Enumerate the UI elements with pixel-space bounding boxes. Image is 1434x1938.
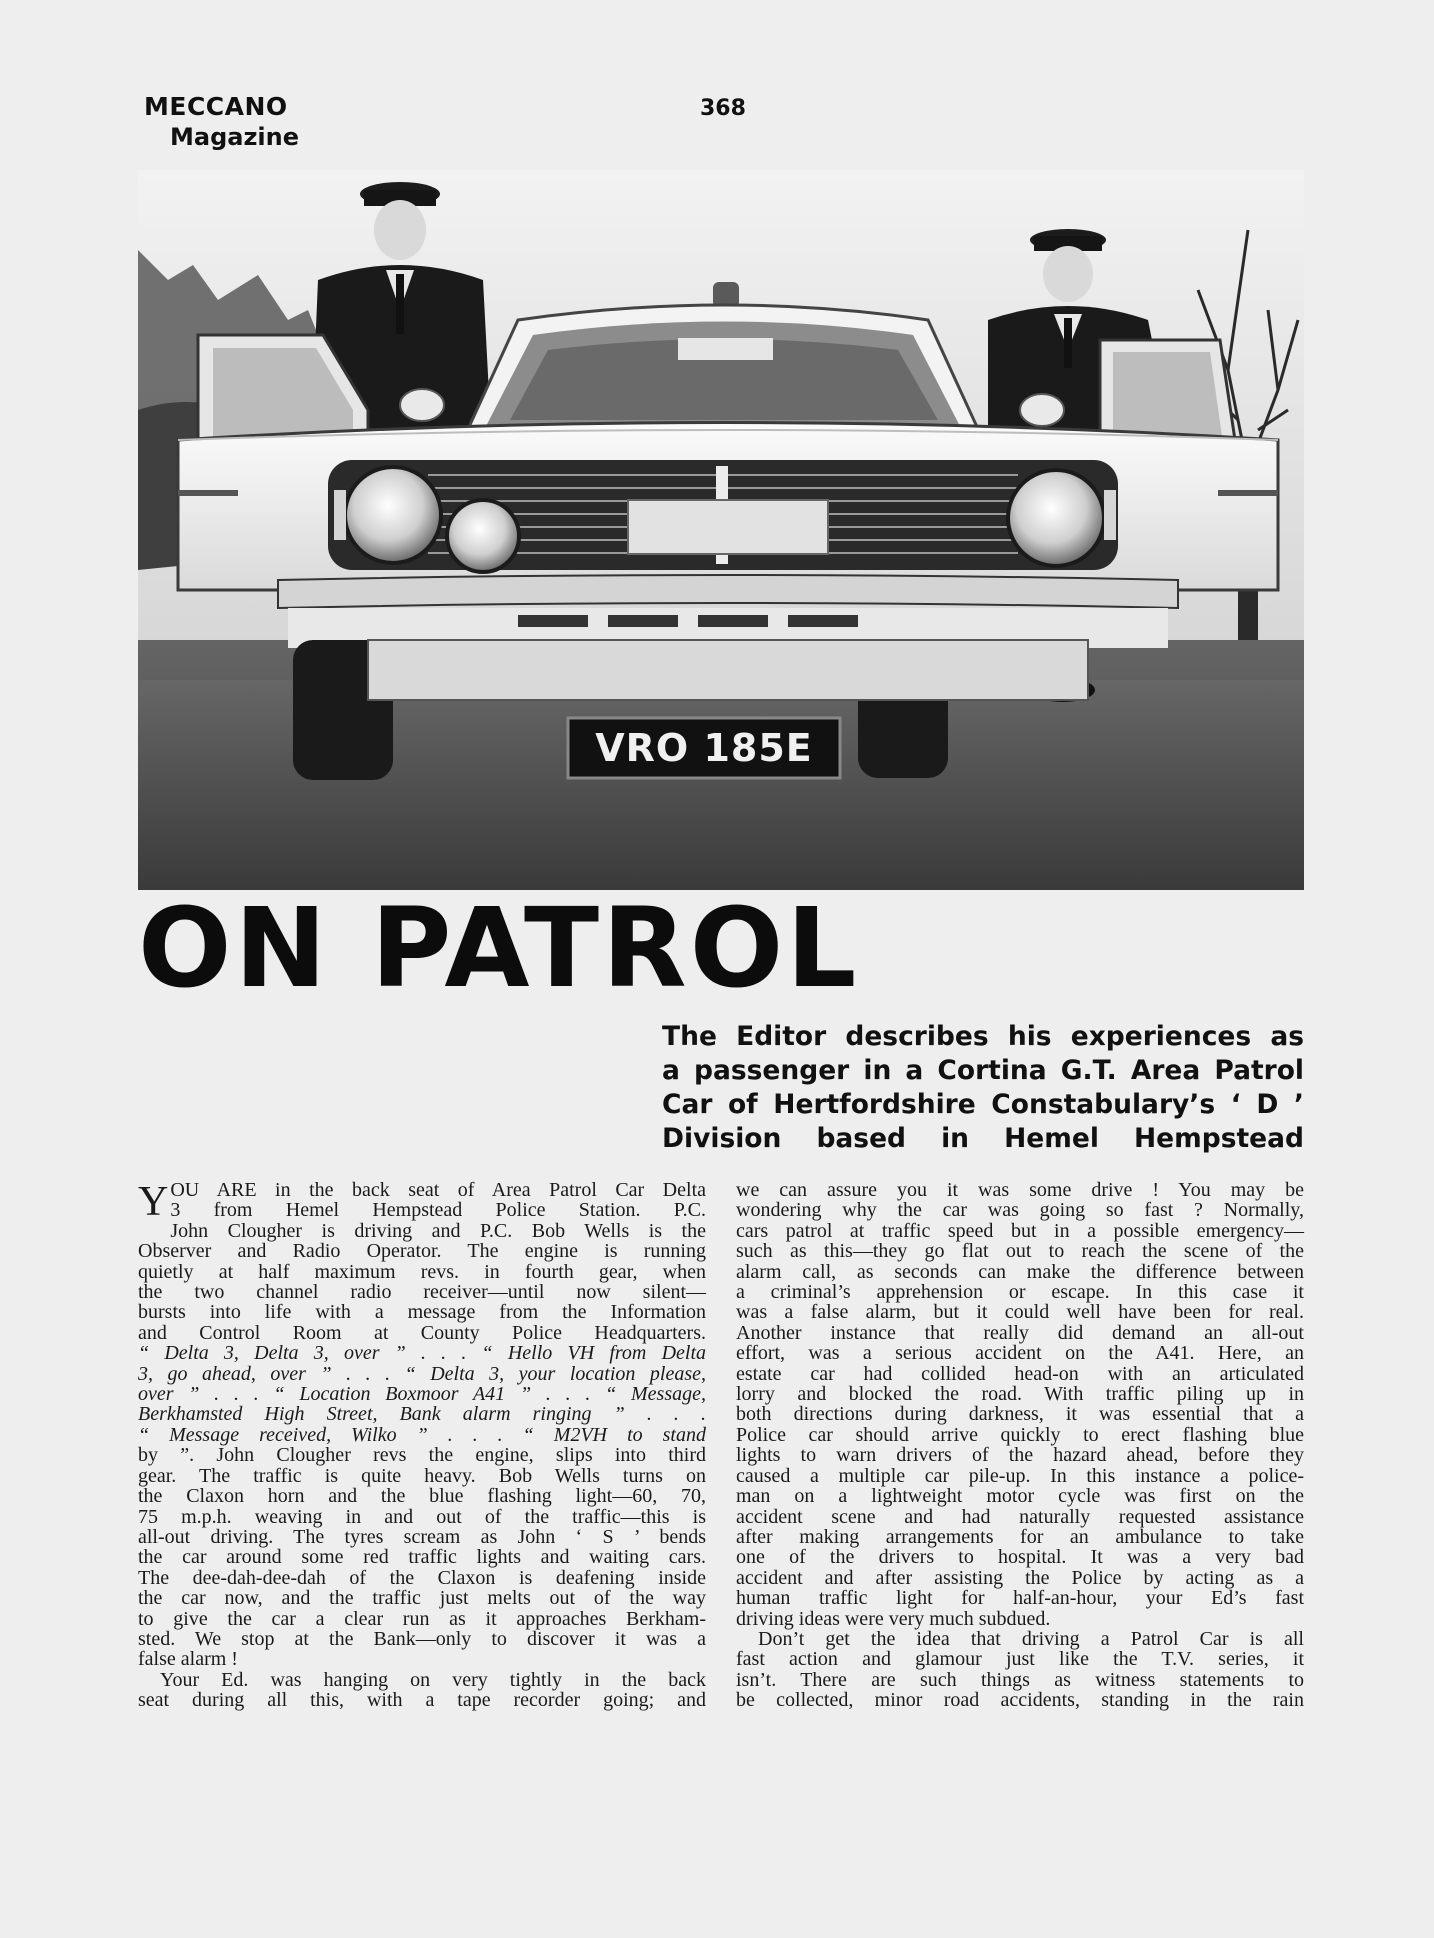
body-line: the Claxon horn and the blue flashing light—60, 70, xyxy=(138,1485,706,1508)
body-line: by ”. John Clougher revs the engine, slips into third xyxy=(138,1444,706,1467)
body-line: gear. The traffic is quite heavy. Bob Wells turns on xyxy=(138,1464,706,1487)
body-line: the car around some red traffic lights and waiting cars. xyxy=(138,1546,706,1569)
body-line: Don’t get the idea that driving a Patrol Car is all xyxy=(758,1627,1304,1650)
body-line: John Clougher is driving and P.C. Bob Wells is the xyxy=(170,1219,706,1242)
body-line: lorry and blocked the road. With traffic piling up in xyxy=(736,1383,1304,1406)
body-line: man on a lightweight motor cycle was first on the xyxy=(736,1485,1304,1508)
body-line: caused a multiple car pile-up. In this instance a police- xyxy=(736,1464,1304,1487)
body-line: lights to warn drivers of the hazard ahead, before they xyxy=(736,1444,1304,1467)
body-line: accident and after assisting the Police by acting as a xyxy=(736,1566,1304,1589)
body-line: seat during all this, with a tape recorder going; and xyxy=(138,1689,706,1712)
body-line: accident scene and had naturally requested assistance xyxy=(736,1505,1304,1528)
body-line: after making arrangements for an ambulance to take xyxy=(736,1525,1304,1548)
article-column-left xyxy=(138,1180,706,1711)
standfirst-line: Division based in Hemel Hempstead xyxy=(662,1123,1304,1154)
body-line: to give the car a clear run as it approaches Berkham- xyxy=(138,1607,706,1630)
body-line: 3 from Hemel Hempstead Police Station. P.C. xyxy=(170,1199,706,1222)
body-line: over ” . . . “ Location Boxmoor A41 ” . . . “ Message, xyxy=(138,1383,706,1406)
body-line: estate car had collided head-on with an articulated xyxy=(736,1362,1304,1385)
article-column-right xyxy=(736,1180,1304,1711)
number-plate: VRO 185E xyxy=(595,726,813,770)
body-line: human traffic light for half-an-hour, your Ed’s fast xyxy=(736,1587,1304,1610)
body-line: all-out driving. The tyres scream as John ‘ S ’ bends xyxy=(138,1525,706,1548)
masthead-title: MECCANO xyxy=(144,92,288,121)
body-line: Berkhamsted High Street, Bank alarm ringing ” . . . xyxy=(138,1403,706,1426)
body-line: Another instance that really did demand an all-out xyxy=(736,1321,1304,1344)
body-line: 75 m.p.h. weaving in and out of the traffic—this is xyxy=(138,1505,706,1528)
page-number: 368 xyxy=(700,96,746,121)
body-line: driving ideas were very much subdued. xyxy=(736,1607,1051,1630)
body-line: bursts into life with a message from the Information xyxy=(138,1301,706,1324)
body-line: isn’t. There are such things as witness statements to xyxy=(736,1668,1304,1691)
body-line: we can assure you it was some drive ! You may be xyxy=(736,1179,1304,1201)
body-line: “ Delta 3, Delta 3, over ” . . . “ Hello VH from Delta xyxy=(138,1342,706,1365)
article-headline: ON PATROL xyxy=(138,884,860,1012)
body-line: be collected, minor road accidents, standing in the rain xyxy=(736,1689,1304,1712)
body-line: and Control Room at County Police Headquarters. xyxy=(138,1321,706,1344)
body-line: such as this—they go flat out to reach the scene of the xyxy=(736,1240,1304,1263)
body-line: a criminal’s apprehension or escape. In this case it xyxy=(736,1281,1304,1304)
body-line: alarm call, as seconds can make the difference between xyxy=(736,1260,1304,1283)
body-line: OU ARE in the back seat of Area Patrol Car Delta xyxy=(170,1179,706,1201)
body-line: the two channel radio receiver—until now silent— xyxy=(138,1281,706,1304)
body-line: Observer and Radio Operator. The engine is running xyxy=(138,1240,706,1263)
body-line: wondering why the car was going so fast ? Normally, xyxy=(736,1199,1304,1222)
body-line: sted. We stop at the Bank—only to discover it was a xyxy=(138,1627,706,1650)
body-line: cars patrol at traffic speed but in a possible emergency— xyxy=(736,1219,1304,1242)
drop-cap: Y xyxy=(138,1179,169,1225)
body-line: false alarm ! xyxy=(138,1648,238,1671)
article-standfirst xyxy=(662,1020,1304,1156)
body-line: 3, go ahead, over ” . . . “ Delta 3, your location please, xyxy=(138,1362,706,1385)
body-line: fast action and glamour just like the T.V. series, it xyxy=(736,1648,1304,1671)
body-line: Police car should arrive quickly to erect flashing blue xyxy=(736,1423,1304,1446)
standfirst-line: The Editor describes his experiences as xyxy=(662,1021,1304,1052)
body-line: both directions during darkness, it was essential that a xyxy=(736,1403,1304,1426)
masthead-subtitle: Magazine xyxy=(170,123,300,151)
masthead xyxy=(144,92,299,152)
standfirst-line: a passenger in a Cortina G.T. Area Patrol xyxy=(662,1055,1304,1086)
body-line: “ Message received, Wilko ” . . . “ M2VH to stand xyxy=(138,1423,706,1446)
body-line: Your Ed. was hanging on very tightly in the back xyxy=(160,1668,706,1691)
police-car-photo xyxy=(138,170,1304,890)
body-line: quietly at half maximum revs. in fourth gear, when xyxy=(138,1260,706,1283)
standfirst-line: Car of Hertfordshire Constabulary’s ‘ D ’ xyxy=(662,1089,1304,1120)
body-line: effort, was a serious accident on the A41. Here, an xyxy=(736,1342,1304,1365)
body-line: one of the drivers to hospital. It was a very bad xyxy=(736,1546,1304,1569)
body-line: the car now, and the traffic just melts out of the way xyxy=(138,1587,706,1610)
body-line: The dee-dah-dee-dah of the Claxon is deafening inside xyxy=(138,1566,706,1589)
body-line: was a false alarm, but it could well have been for real. xyxy=(736,1301,1304,1324)
